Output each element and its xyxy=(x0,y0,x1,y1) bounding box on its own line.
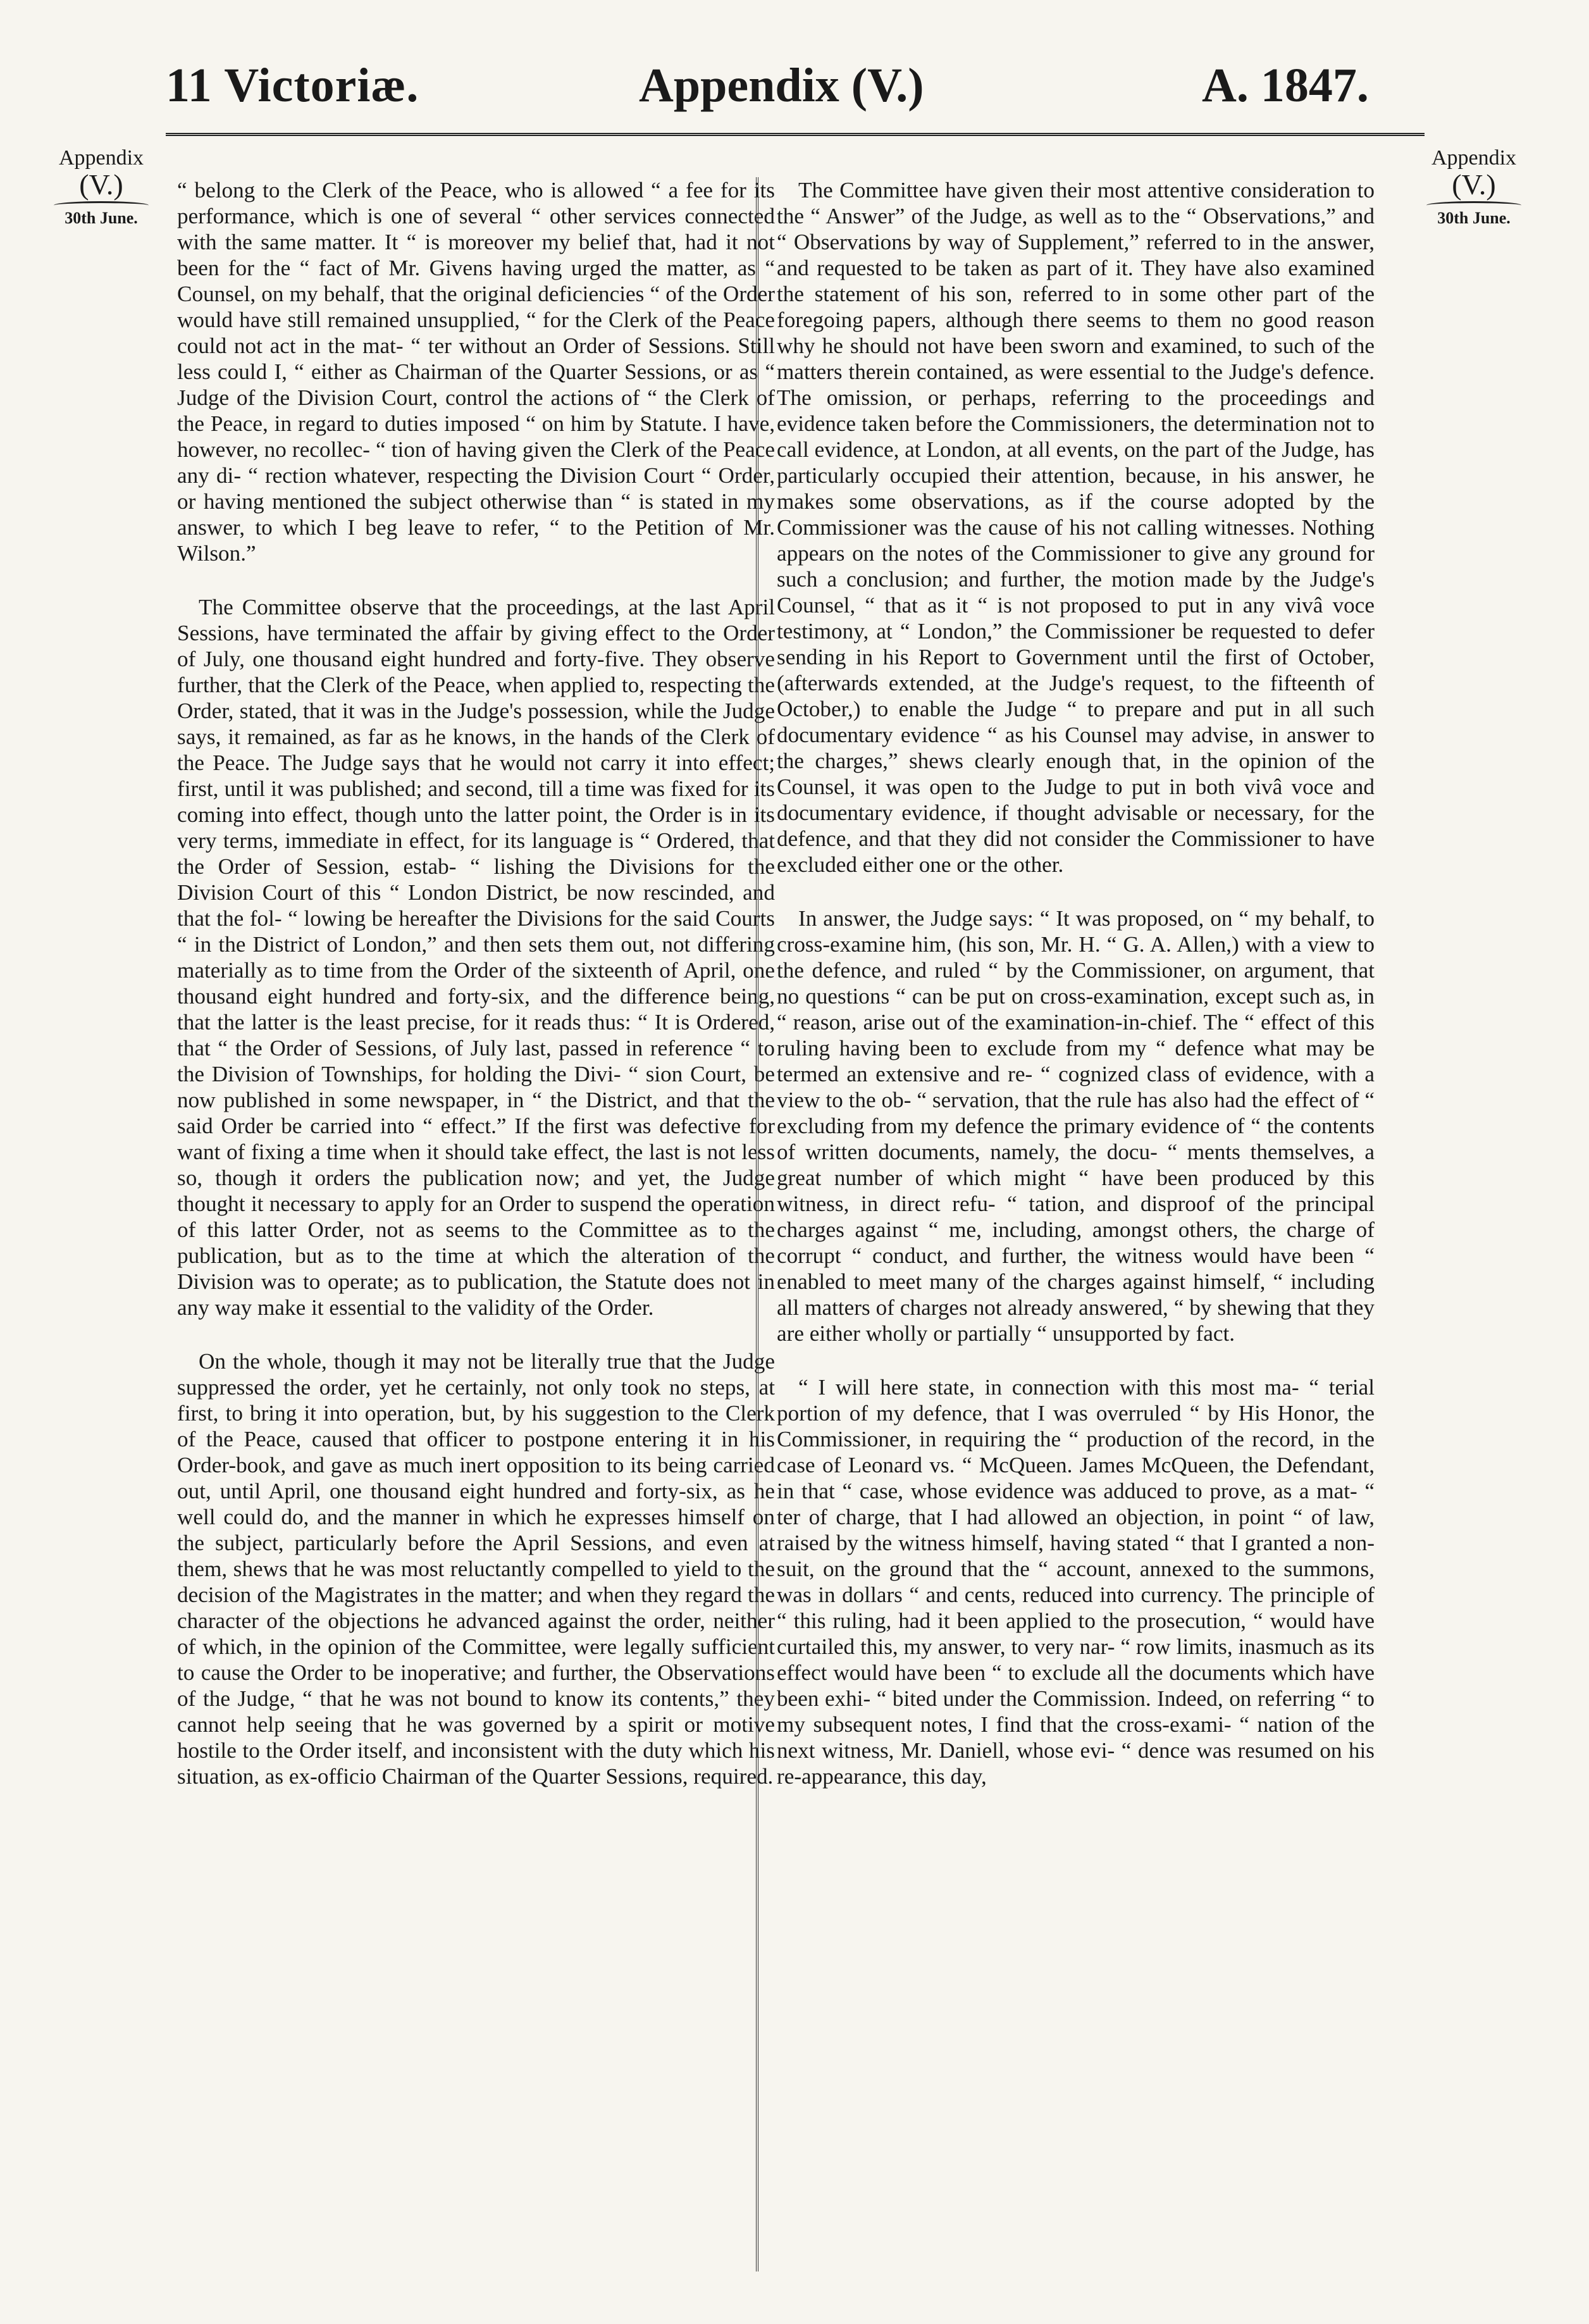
margin-note-left xyxy=(35,147,168,227)
paragraph: The Committee have given their most attentive consideration to the “ Answer” of the Judge, as well as to the “ Observations,” and “ Observations by way of Supplement,” referred to in the answer, and requested to be taken as part of it. They have also examined the statement of his son, referred to in some other part of the foregoing papers, although there seems to them no good reason why he should not have been sworn and examined, to such of the matters therein contained, as were essential to the Judge's defence. The omission, or perhaps, referring to the proceedings and evidence taken before the Commissioners, the determination not to call evidence, at London, at all events, on the part of the Judge, has particularly occupied their attention, because, in his answer, he makes some observations, as if the course adopted by the Commissioner was the cause of his not calling witnesses. Nothing appears on the notes of the Commissioner to give any ground for such a conclusion; and further, the motion made by the Judge's Counsel, “ that as it “ is not proposed to put in any vivâ voce testimony, at “ London,” the Commissioner be requested to defer sending in his Report to Government until the first of October, (afterwards extended, at the Judge's request, to the fifteenth of October,) to enable the Judge “ to prepare and put in all such documentary evidence “ as his Counsel may advise, in answer to the charges,” shews clearly enough that, in the opinion of the Counsel, it was open to the Judge to put in both vivâ voce and documentary evidence, if thought advisable or necessary, for the defence, and that they did not consider the Commissioner to have excluded either one or the other. xyxy=(777,178,1375,877)
margin-label: Appendix xyxy=(58,146,144,170)
column-divider xyxy=(756,177,758,2271)
paragraph: In answer, the Judge says: “ It was proposed, on “ my behalf, to cross-examine him, (his son, Mr. H. “ G. A. Allen,) with a view to the defence, and ruled “ by the Commissioner, on argument, that no questions “ can be put on cross-examination, except such as, in “ reason, arise out of the examination-in-chief. The “ effect of this ruling having been to exclude from my “ defence what may be termed an extensive and re- “ cognized class of evidence, with a view to the ob- “ servation, that the rule has also had the effect of “ excluding from my defence the primary evidence of “ the contents of written documents, namely, the docu- “ ments themselves, a great number of which might “ have been produced by this witness, in direct refu- “ tation, and disproof of the principal charges against “ me, including, amongst others, the charge of corrupt “ conduct, and further, the witness would have been “ enabled to meet many of the charges against himself, “ including all matters of charges not already answered, “ by shewing that they are either wholly or partially “ unsupported by fact. xyxy=(777,906,1375,1346)
header-rule xyxy=(166,133,1425,136)
header-year: A. 1847. xyxy=(1202,59,1369,112)
paragraph: The Committee observe that the proceedings, at the last April Sessions, have terminated the affair by giving effect to the Order of July, one thousand eight hundred and forty-five. They observe further, that the Clerk of the Peace, when applied to, respecting the Order, stated, that it was in the Judge's possession, while the Judge says, it remained, as far as he knows, in the hands of the Clerk of the Peace. The Judge says that he would not carry it into effect; first, until it was published; and second, till a time was fixed for its coming into effect, though unto the latter point, the Order is in its very terms, immediate in effect, for its language is “ Ordered, that the Order of Session, estab- “ lishing the Divisions for the Division Court of this “ London District, be now rescinded, and that the fol- “ lowing be hereafter the Divisions for the said Courts “ in the District of London,” and then sets them out, not differing materially as to time from the Order of the sixteenth of April, one thousand eight hundred and forty-six, and the difference being, that the latter is the least precise, for it reads thus: “ It is Ordered, that “ the Order of Sessions, of July last, passed in reference “ to the Division of Townships, for holding the Divi- “ sion Court, be now published in some newspaper, in “ the District, and that the said Order be carried into “ effect.” If the first was defective for want of fixing a time when it should take effect, the last is not less so, though it orders the publication now; and yet, the Judge thought it necessary to apply for an Order to suspend the operation of this latter Order, not as seems to the Committee as to the publication, but as to the time at which the alteration of the Division was to operate; as to publication, the Statute does not in any way make it essential to the validity of the Order. xyxy=(177,595,775,1320)
margin-paren: (V.) xyxy=(1452,168,1496,201)
paragraph: “ I will here state, in connection with this most ma- “ terial portion of my defence, that I was overruled “ by His Honor, the Commissioner, in requiring the “ production of the record, in the case of Leonard vs. “ McQueen. James McQueen, the Defendant, in that “ case, whose evidence was adduced to prove, as a mat- “ ter of charge, that I had allowed an objection, in point “ of law, raised by the witness himself, having stated “ that I granted a non-suit, on the ground that the “ account, annexed to the summons, was in dollars “ and cents, reduced into currency. The principle of “ this ruling, had it been applied to the prosecution, “ would have curtailed this, my answer, to very nar- “ row limits, inasmuch as its effect would have been “ to exclude all the documents which have been exhi- “ bited under the Commission. Indeed, on referring “ to my subsequent notes, I find that the cross-exami- “ nation of the next witness, Mr. Daniell, whose evi- “ dence was resumed on his re-appearance, this day, xyxy=(777,1375,1375,1789)
right-column xyxy=(777,177,1375,1817)
running-header xyxy=(0,58,1589,128)
header-session: 11 Victoriæ. xyxy=(166,59,419,112)
header-appendix: Appendix (V.) xyxy=(639,59,924,112)
paragraph: On the whole, though it may not be literally true that the Judge suppressed the order, yet he certainly, not only took no steps, at first, to bring it into operation, but, by his suggestion to the Clerk of the Peace, caused that officer to postpone entering it in his Order-book, and gave as much inert opposition to its being carried out, until April, one thousand eight hundred and forty-six, as he well could do, and the manner in which he expresses himself on the subject, particularly before the April Sessions, and even at them, shews that he was most reluctantly compelled to yield to the decision of the Magistrates in the matter; and when they regard the character of the objections he advanced against the order, neither of which, in the opinion of the Committee, were legally sufficient to cause the Order to be inoperative; and further, the Observations of the Judge, “ that he was not bound to know its contents,” they cannot help seeing that he was governed by a spirit or motive hostile to the Order itself, and inconsistent with the duty which his situation, as ex-officio Chairman of the Quarter Sessions, required. xyxy=(177,1349,775,1789)
margin-note-right xyxy=(1407,147,1540,227)
paragraph: “ belong to the Clerk of the Peace, who is allowed “ a fee for its performance, which is one of several “ other services connected with the same matter. It “ is moreover my belief that, had it not been for the “ fact of Mr. Givens having urged the matter, as “ Counsel, on my behalf, that the original deficiencies “ of the Order would have still remained unsupplied, “ for the Clerk of the Peace could not act in the mat- “ ter without an Order of Sessions. Still less could I, “ either as Chairman of the Quarter Sessions, or as “ Judge of the Division Court, control the actions of “ the Clerk of the Peace, in regard to duties imposed “ on him by Statute. I have, however, no recollec- “ tion of having given the Clerk of the Peace any di- “ rection whatever, respecting the Division Court “ Order, or having mentioned the subject otherwise than “ is stated in my answer, to which I beg leave to refer, “ to the Petition of Mr. Wilson.” xyxy=(177,178,775,566)
margin-date: 30th June. xyxy=(65,208,138,227)
margin-date: 30th June. xyxy=(1437,208,1511,227)
margin-paren: (V.) xyxy=(79,168,123,201)
left-column xyxy=(177,177,775,1817)
margin-label: Appendix xyxy=(1431,146,1517,170)
